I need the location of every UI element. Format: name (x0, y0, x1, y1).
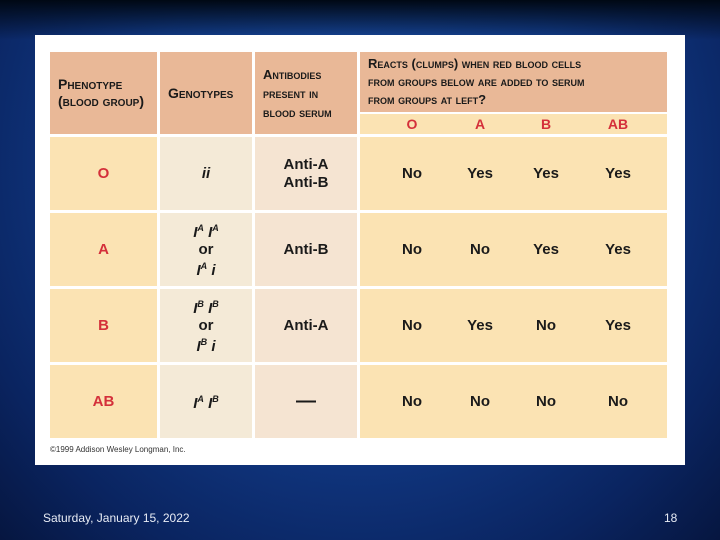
header-phenotype (50, 52, 157, 134)
row-b-reaction-o: No (402, 317, 422, 334)
row-o-phenotype: O (50, 137, 157, 210)
row-b-geno-sup-1: B (197, 299, 204, 309)
header-reacts-line2: from groups below are added to serum (368, 74, 585, 89)
row-ab-antibodies: — (255, 365, 357, 438)
row-a-geno-sup-2: A (212, 223, 219, 233)
row-b-geno-sup-3: B (200, 337, 208, 347)
row-b-geno-sup-2: B (212, 299, 219, 309)
row-b-reaction-b: No (536, 317, 556, 334)
row-a-geno-base-2: I (208, 224, 213, 241)
row-o-reaction-ab: Yes (605, 165, 631, 182)
row-ab-genotype (160, 365, 252, 438)
row-ab-geno-sup-1: A (197, 394, 204, 404)
header-antibodies (255, 52, 357, 134)
group-header-b: B (540, 116, 552, 132)
row-b-geno-rest: i (211, 338, 216, 355)
row-a-antibodies: Anti-B (255, 213, 357, 286)
row-o-reaction-a: Yes (467, 165, 493, 182)
header-reacts-line1: Reacts (clumps) when red blood cells (368, 56, 582, 71)
group-header-o: O (406, 116, 418, 132)
row-ab-geno-sup-2: B (212, 394, 219, 404)
row-b-genotype-line3 (196, 334, 215, 355)
header-reacts-line3: from groups at left? (368, 92, 487, 107)
footer-date: Saturday, January 15, 2022 (43, 511, 190, 525)
row-a-geno-sup-3: A (200, 261, 208, 271)
header-genotypes (160, 52, 252, 134)
row-b-genotype (160, 289, 252, 362)
row-o-antibody-2: Anti-B (283, 173, 329, 191)
row-o-genotype-text: ii (201, 165, 211, 182)
header-phenotype-line1: Phenotype (58, 76, 123, 92)
row-ab-reaction-b: No (536, 393, 556, 410)
slide-top-gradient (0, 0, 720, 40)
copyright-text: ©1999 Addison Wesley Longman, Inc. (50, 445, 186, 454)
row-b-genotype-or: or (198, 317, 214, 334)
row-a-geno-rest: i (211, 262, 216, 279)
row-b-antibodies: Anti-A (255, 289, 357, 362)
row-a-reaction-a: No (470, 241, 490, 258)
row-ab-reaction-o: No (402, 393, 422, 410)
header-phenotype-line2: (blood group) (58, 93, 144, 109)
row-b-geno-base-1: I (193, 300, 198, 317)
row-a-geno-base-3: I (196, 262, 201, 279)
row-a-phenotype: A (50, 213, 157, 286)
group-header-ab: AB (607, 116, 629, 132)
group-header-a: A (474, 116, 486, 132)
footer-page-number: 18 (664, 511, 678, 525)
header-reacts (360, 52, 667, 112)
row-ab-reaction-ab: No (608, 393, 628, 410)
row-a-genotype-or: or (198, 241, 214, 258)
row-o-antibodies (255, 137, 357, 210)
row-b-reaction-a: Yes (467, 317, 493, 334)
row-a-genotype (160, 213, 252, 286)
blood-group-table-figure (35, 35, 685, 465)
header-genotypes-label: Genotypes (168, 84, 234, 101)
row-ab-phenotype: AB (50, 365, 157, 438)
row-o-antibody-1: Anti-A (283, 155, 329, 173)
row-a-genotype-line1 (193, 220, 219, 241)
row-a-reaction-o: No (402, 241, 422, 258)
row-a-reaction-b: Yes (533, 241, 559, 258)
row-o-reaction-o: No (402, 165, 422, 182)
row-b-geno-base-2: I (208, 300, 213, 317)
row-b-genotype-line1 (193, 296, 219, 317)
row-b-phenotype: B (50, 289, 157, 362)
row-a-genotype-line3 (196, 258, 215, 279)
header-antibodies-line3: blood serum (263, 104, 332, 120)
row-a-reaction-ab: Yes (605, 241, 631, 258)
row-b-geno-base-3: I (196, 338, 201, 355)
row-a-geno-base-1: I (193, 224, 198, 241)
header-antibodies-line1: Antibodies (263, 66, 322, 82)
row-b-reaction-ab: Yes (605, 317, 631, 334)
row-ab-genotype-line1 (193, 391, 219, 412)
row-o-reaction-b: Yes (533, 165, 559, 182)
row-ab-geno-base-2: I (208, 395, 213, 412)
row-o-genotype (160, 137, 252, 210)
row-a-geno-sup-1: A (197, 223, 204, 233)
header-antibodies-line2: present in (263, 85, 319, 101)
row-ab-geno-base-1: I (193, 395, 198, 412)
row-ab-reaction-a: No (470, 393, 490, 410)
